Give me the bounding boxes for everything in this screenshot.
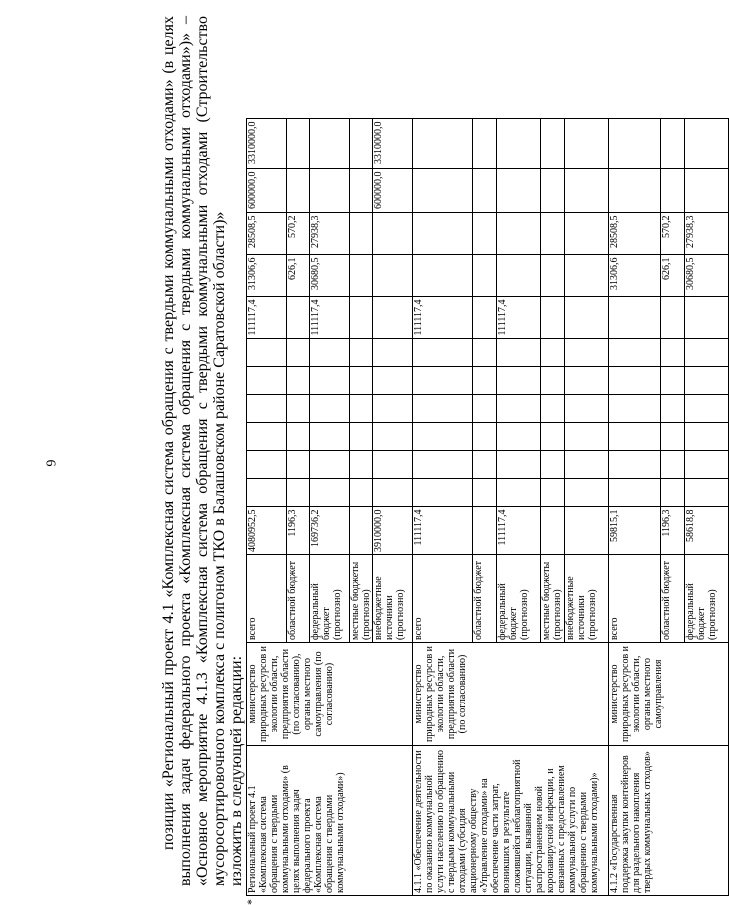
event-name-cell: Региональный проект 4.1 «Комплексная система обращения с твердыми коммунальными отходами» (в целях выполнения задач федерального проекта «Комплексная система обращения с твердыми коммунальными отходами»)	[247, 746, 413, 896]
year-value-cell	[310, 479, 350, 507]
year-value-cell	[685, 451, 729, 479]
year-value-cell	[413, 339, 473, 367]
year-value-cell	[287, 395, 310, 423]
year-value-cell	[247, 479, 287, 507]
year-value-cell	[310, 451, 350, 479]
year-value-cell	[287, 297, 310, 339]
year-value-cell	[661, 367, 685, 395]
year-value-cell	[609, 395, 661, 423]
year-value-cell	[310, 423, 350, 451]
year-value-cell: 600000,0	[373, 169, 413, 213]
total-cell	[473, 507, 497, 555]
table-row	[247, 119, 287, 896]
intro-text: позиции «Региональный проект 4.1 «Комплексная система обращения с твердыми коммунальными отходами» (в целях выполнения задач федерального проекта «Комплексная система обращения с твердыми коммунальными отходами»)» – «Основное мероприятие 4.1.3 «Комплексная система обращения с твердыми коммунальными отходами (Строительство мусоросортировочного комплекса с полигоном ТКО в Балашовском районе Саратовской области)»	[160, 16, 228, 886]
year-value-cell	[541, 339, 565, 367]
year-value-cell	[565, 297, 609, 339]
year-value-cell: 30680,5	[310, 255, 350, 297]
intro-instruction: изложить в следующей редакции:	[228, 655, 245, 886]
year-value-cell	[609, 119, 661, 169]
year-value-cell	[541, 479, 565, 507]
year-value-cell	[350, 255, 373, 297]
year-value-cell	[685, 395, 729, 423]
year-value-cell	[413, 255, 473, 297]
total-cell	[350, 507, 373, 555]
funding-source-cell: местные бюджеты (прогнозно)	[350, 555, 373, 643]
year-value-cell: 111117,4	[497, 297, 541, 339]
total-cell: 111117,4	[413, 507, 473, 555]
year-value-cell	[685, 169, 729, 213]
intro-paragraph	[160, 16, 245, 886]
executor-cell: министерство природных ресурсов и экологии области, предприятия области (по согласованию), органы местного самоуправления (по согласованию)	[247, 643, 413, 746]
year-value-cell	[661, 169, 685, 213]
executor-cell: министерство природных ресурсов и экологии области, органы местного самоуправления	[609, 643, 729, 746]
year-value-cell	[661, 119, 685, 169]
total-cell: 3910000,0	[373, 507, 413, 555]
executor-cell: министерство природных ресурсов и экологии области, предприятия области (по согласованию)	[413, 643, 609, 746]
year-value-cell: 111117,4	[310, 297, 350, 339]
rotated-document-content	[160, 1, 718, 905]
total-cell: 4080952,5	[247, 507, 287, 555]
year-value-cell	[565, 339, 609, 367]
year-value-cell: 111117,4	[247, 297, 287, 339]
year-value-cell	[373, 367, 413, 395]
year-value-cell	[609, 367, 661, 395]
year-value-cell	[473, 297, 497, 339]
year-value-cell	[661, 479, 685, 507]
year-value-cell	[609, 169, 661, 213]
year-value-cell	[373, 213, 413, 255]
year-value-cell	[310, 367, 350, 395]
year-value-cell	[247, 339, 287, 367]
year-value-cell	[287, 479, 310, 507]
year-value-cell	[565, 367, 609, 395]
year-value-cell	[473, 367, 497, 395]
year-value-cell	[497, 339, 541, 367]
year-value-cell	[541, 119, 565, 169]
year-value-cell	[497, 451, 541, 479]
year-value-cell	[473, 213, 497, 255]
year-value-cell: 626,1	[661, 255, 685, 297]
year-value-cell	[310, 169, 350, 213]
year-value-cell	[473, 169, 497, 213]
year-value-cell	[373, 339, 413, 367]
year-value-cell	[609, 297, 661, 339]
year-value-cell	[541, 395, 565, 423]
funding-source-cell: местные бюджеты (прогнозно)	[541, 555, 565, 643]
year-value-cell: 28508,5	[247, 213, 287, 255]
year-value-cell	[287, 119, 310, 169]
year-value-cell	[565, 213, 609, 255]
page-number: 6	[42, 459, 58, 467]
year-value-cell	[565, 423, 609, 451]
year-value-cell	[541, 169, 565, 213]
year-value-cell	[497, 367, 541, 395]
year-value-cell	[473, 423, 497, 451]
year-value-cell	[350, 423, 373, 451]
year-value-cell	[609, 451, 661, 479]
table-row	[413, 119, 473, 896]
year-value-cell	[287, 451, 310, 479]
year-value-cell	[287, 423, 310, 451]
year-value-cell	[247, 423, 287, 451]
year-value-cell	[350, 297, 373, 339]
total-cell	[565, 507, 609, 555]
year-value-cell	[310, 395, 350, 423]
year-value-cell	[685, 297, 729, 339]
year-value-cell	[565, 395, 609, 423]
year-value-cell	[350, 395, 373, 423]
year-value-cell: 27938,3	[310, 213, 350, 255]
total-cell: 169736,2	[310, 507, 350, 555]
year-value-cell	[373, 451, 413, 479]
year-value-cell	[413, 451, 473, 479]
year-value-cell	[473, 255, 497, 297]
year-value-cell: 626,1	[287, 255, 310, 297]
table-wrapper	[244, 1, 729, 905]
year-value-cell	[413, 119, 473, 169]
year-value-cell	[541, 213, 565, 255]
year-value-cell	[661, 423, 685, 451]
year-value-cell	[685, 367, 729, 395]
year-value-cell	[310, 339, 350, 367]
year-value-cell	[247, 451, 287, 479]
year-value-cell	[350, 119, 373, 169]
year-value-cell	[350, 479, 373, 507]
year-value-cell	[497, 255, 541, 297]
year-value-cell	[661, 395, 685, 423]
year-value-cell	[685, 423, 729, 451]
year-value-cell	[413, 395, 473, 423]
total-cell	[541, 507, 565, 555]
year-value-cell	[609, 479, 661, 507]
funding-source-cell: всего	[413, 555, 473, 643]
year-value-cell	[287, 339, 310, 367]
year-value-cell	[373, 479, 413, 507]
year-value-cell: 28508,5	[609, 213, 661, 255]
event-name-cell: 4.1.1 «Обеспечение деятельности по оказанию коммунальной услуги населению по обращению с твердыми коммунальными отходами (субсидия акционерному обществу «Управление отходами» на обеспечение части затрат, возникших в результате сложившейся неблагоприятной ситуации, вызванной распространением новой коронавирусной инфекции, и связанных с предоставлением коммунальной услуги по обращению с твердыми коммунальными отходами)»	[413, 746, 609, 896]
year-value-cell	[350, 169, 373, 213]
year-value-cell: 30680,5	[685, 255, 729, 297]
year-value-cell	[373, 297, 413, 339]
year-value-cell	[473, 395, 497, 423]
year-value-cell	[413, 169, 473, 213]
year-value-cell	[497, 119, 541, 169]
year-value-cell: 111117,4	[413, 297, 473, 339]
year-value-cell: 600000,0	[247, 169, 287, 213]
year-value-cell	[565, 255, 609, 297]
year-value-cell	[413, 367, 473, 395]
year-value-cell	[541, 297, 565, 339]
footnote-mark: *	[244, 899, 258, 905]
event-name-cell: 4.1.2 «Государственная поддержка закупки контейнеров для раздельного накопления твердых коммунальных отходов»	[609, 746, 729, 896]
year-value-cell	[541, 423, 565, 451]
year-value-cell	[287, 169, 310, 213]
table-row	[609, 119, 661, 896]
year-value-cell	[413, 423, 473, 451]
funding-source-cell: внебюджетные источники (прогнозно)	[373, 555, 413, 643]
year-value-cell	[565, 119, 609, 169]
year-value-cell	[565, 479, 609, 507]
total-cell: 58618,8	[685, 507, 729, 555]
year-value-cell	[413, 479, 473, 507]
year-value-cell	[350, 213, 373, 255]
year-value-cell	[541, 451, 565, 479]
funding-source-cell: областной бюджет	[473, 555, 497, 643]
year-value-cell	[497, 395, 541, 423]
year-value-cell	[350, 451, 373, 479]
year-value-cell: 570,2	[661, 213, 685, 255]
funding-source-cell: федеральный бюджет (прогнозно)	[685, 555, 729, 643]
year-value-cell	[473, 479, 497, 507]
year-value-cell	[373, 395, 413, 423]
table-body	[247, 119, 729, 896]
year-value-cell	[287, 367, 310, 395]
year-value-cell	[373, 255, 413, 297]
total-cell: 111117,4	[497, 507, 541, 555]
year-value-cell	[497, 479, 541, 507]
year-value-cell	[541, 255, 565, 297]
year-value-cell	[661, 451, 685, 479]
year-value-cell: 3310000,0	[373, 119, 413, 169]
year-value-cell	[350, 339, 373, 367]
funding-source-cell: всего	[247, 555, 287, 643]
year-value-cell	[661, 339, 685, 367]
year-value-cell	[473, 339, 497, 367]
year-value-cell: 570,2	[287, 213, 310, 255]
year-value-cell	[497, 213, 541, 255]
year-value-cell	[350, 367, 373, 395]
year-value-cell	[609, 339, 661, 367]
year-value-cell	[661, 297, 685, 339]
total-cell: 1196,3	[661, 507, 685, 555]
year-value-cell	[609, 423, 661, 451]
total-cell: 1196,3	[287, 507, 310, 555]
year-value-cell	[685, 119, 729, 169]
year-value-cell	[497, 169, 541, 213]
funding-source-cell: областной бюджет	[287, 555, 310, 643]
year-value-cell	[685, 479, 729, 507]
year-value-cell	[565, 451, 609, 479]
year-value-cell	[413, 213, 473, 255]
funding-source-cell: областной бюджет	[661, 555, 685, 643]
year-value-cell: 3310000,0	[247, 119, 287, 169]
year-value-cell	[541, 367, 565, 395]
year-value-cell: 27938,3	[685, 213, 729, 255]
total-cell: 59815,1	[609, 507, 661, 555]
funding-source-cell: всего	[609, 555, 661, 643]
funding-source-cell: федеральный бюджет (прогнозно)	[497, 555, 541, 643]
year-value-cell	[247, 395, 287, 423]
year-value-cell	[473, 119, 497, 169]
year-value-cell	[373, 423, 413, 451]
year-value-cell	[497, 423, 541, 451]
funding-source-cell: федеральный бюджет (прогнозно)	[310, 555, 350, 643]
year-value-cell	[310, 119, 350, 169]
year-value-cell: 31306,6	[247, 255, 287, 297]
year-value-cell	[685, 339, 729, 367]
year-value-cell: 31306,6	[609, 255, 661, 297]
year-value-cell	[473, 451, 497, 479]
year-value-cell	[247, 367, 287, 395]
funding-source-cell: внебюджетные источники (прогнозно)	[565, 555, 609, 643]
year-value-cell	[565, 169, 609, 213]
funding-table	[246, 119, 729, 897]
